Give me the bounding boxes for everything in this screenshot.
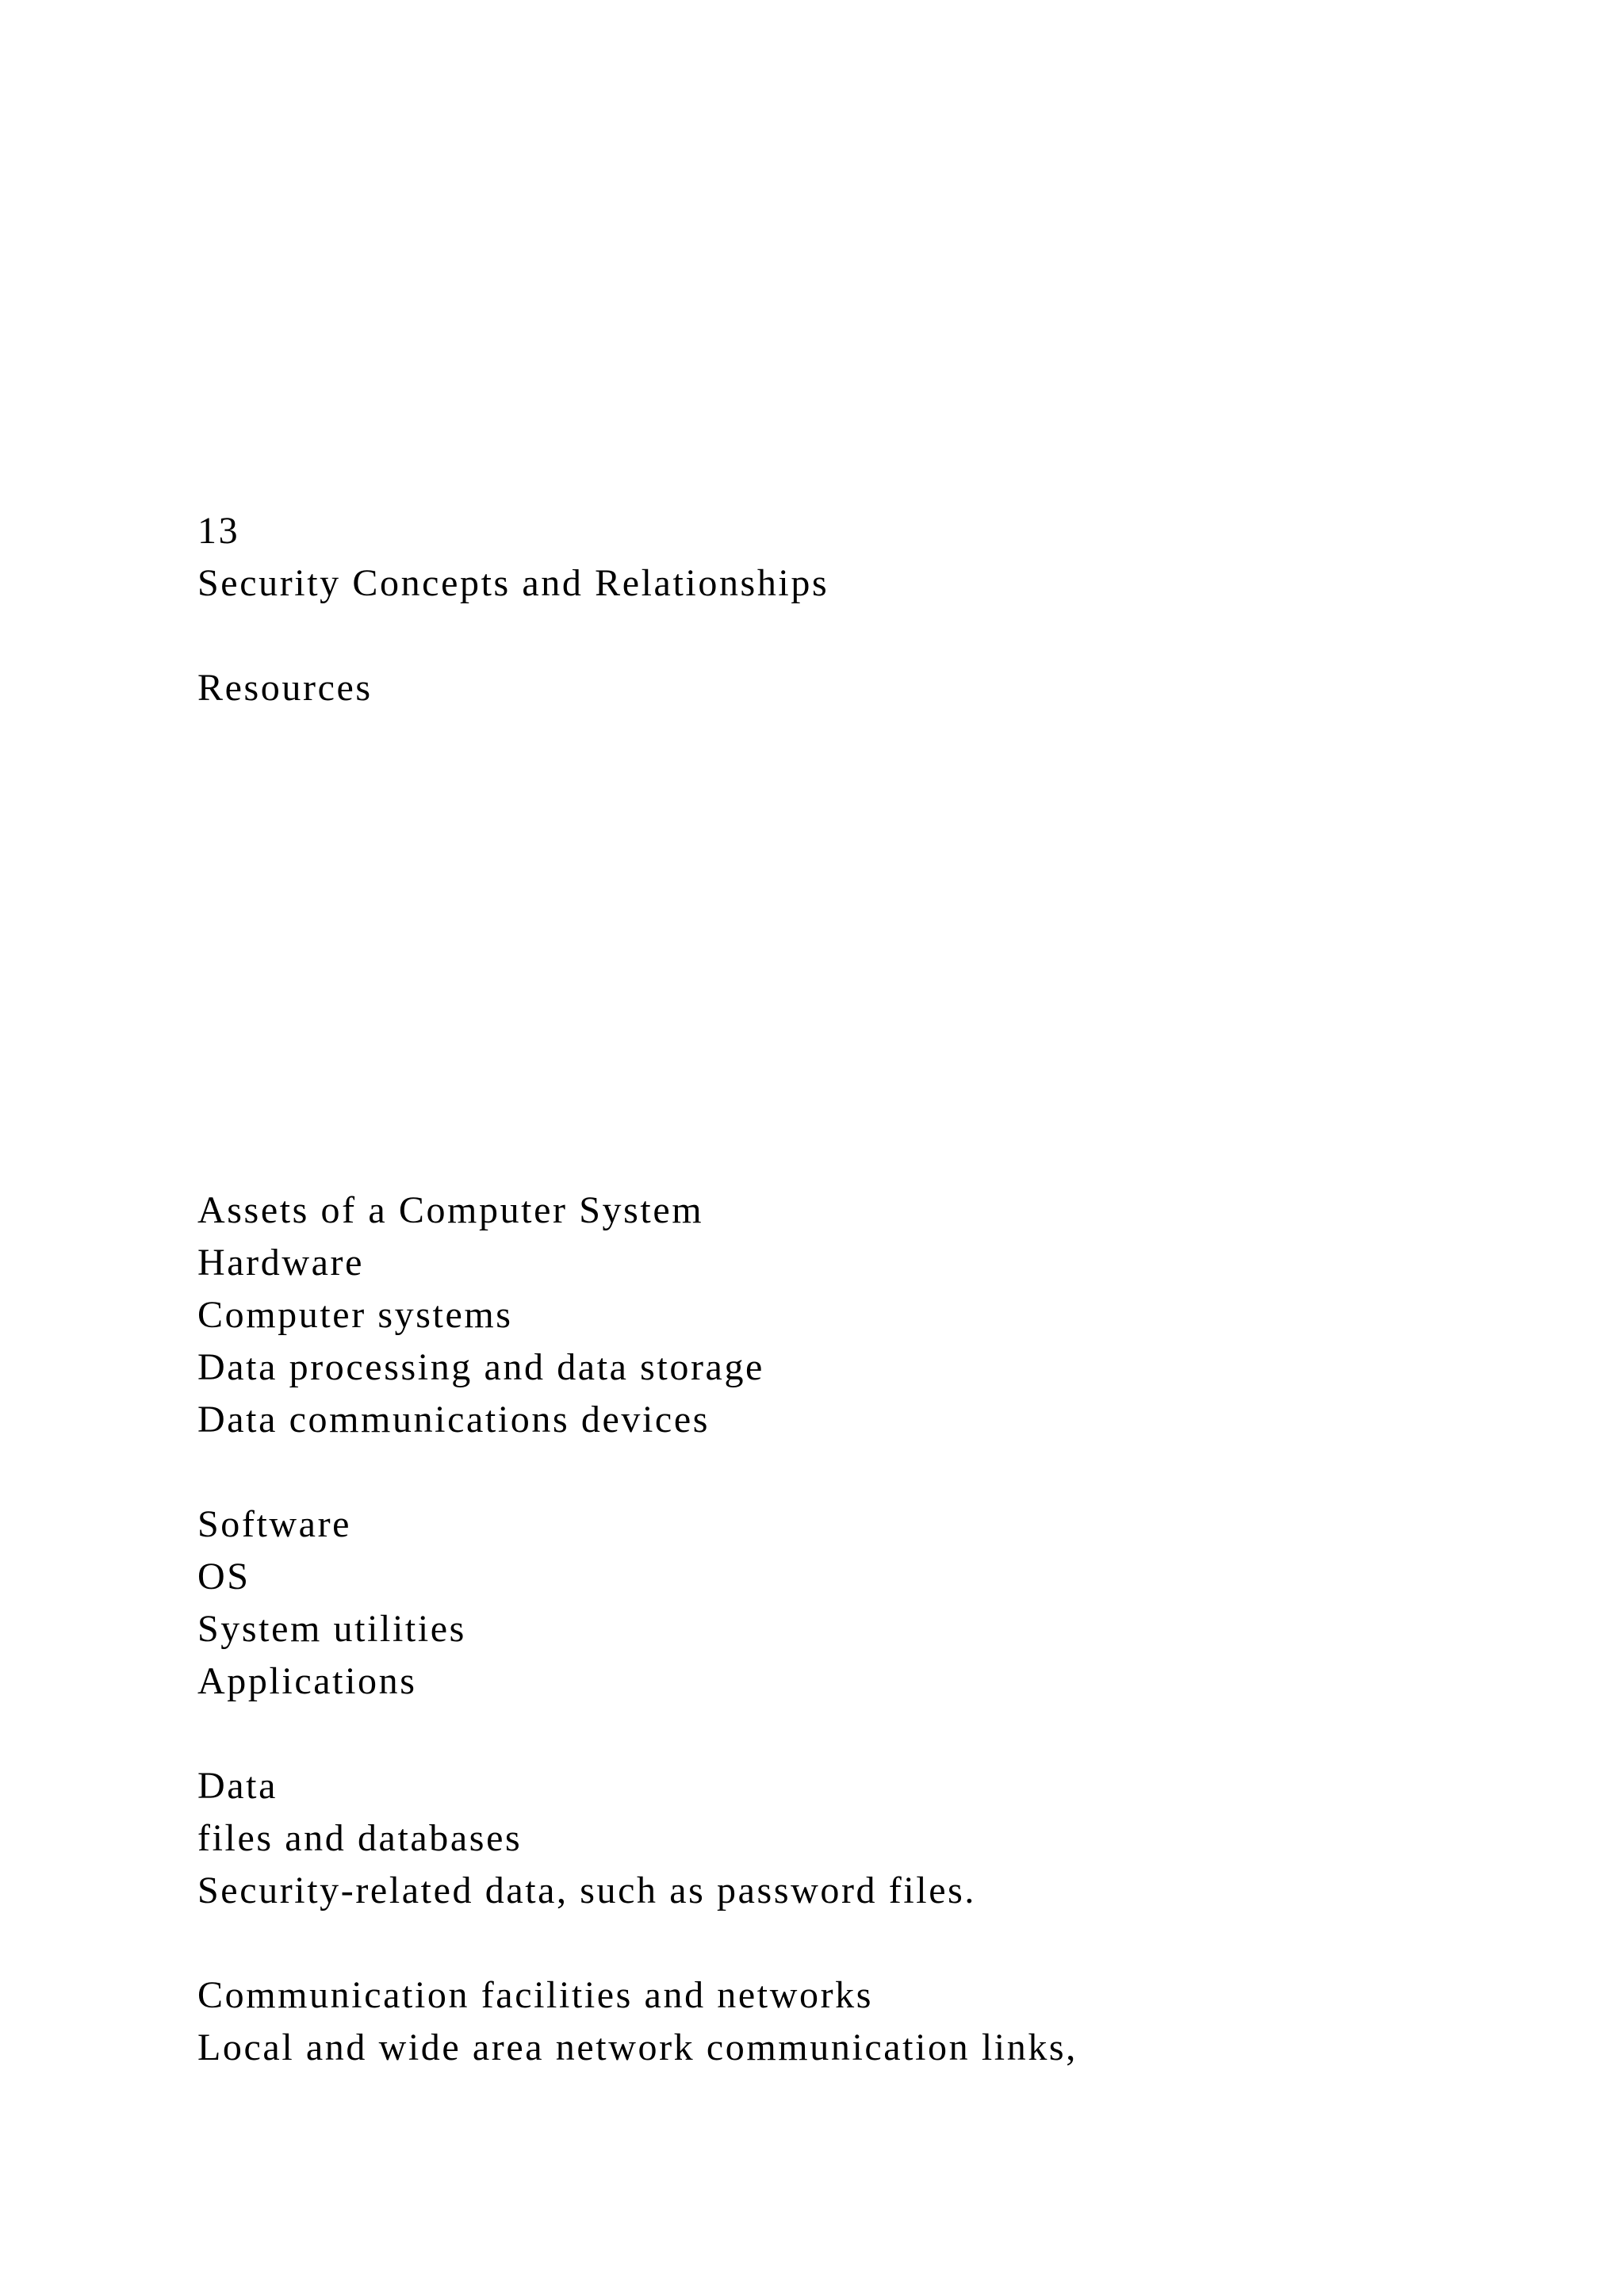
- software-label: Software: [197, 1503, 352, 1545]
- hardware-item: Computer systems: [197, 1294, 513, 1336]
- hardware-item: Data processing and data storage: [197, 1346, 764, 1388]
- software-item: OS: [197, 1556, 251, 1598]
- slide-subtitle: Resources: [197, 667, 373, 709]
- data-label: Data: [197, 1765, 278, 1807]
- data-item: Security-related data, such as password files.: [197, 1869, 976, 1911]
- software-item: System utilities: [197, 1608, 466, 1650]
- data-item: files and databases: [197, 1817, 523, 1859]
- communication-item: Local and wide area network communication links,: [197, 2026, 1078, 2068]
- hardware-item: Data communications devices: [197, 1399, 710, 1441]
- software-item: Applications: [197, 1660, 417, 1702]
- assets-heading: Assets of a Computer System: [197, 1189, 704, 1231]
- communication-label: Communication facilities and networks: [197, 1974, 874, 2016]
- slide-title: Security Concepts and Relationships: [197, 562, 829, 604]
- hardware-label: Hardware: [197, 1242, 365, 1284]
- slide-number: 13: [197, 510, 240, 552]
